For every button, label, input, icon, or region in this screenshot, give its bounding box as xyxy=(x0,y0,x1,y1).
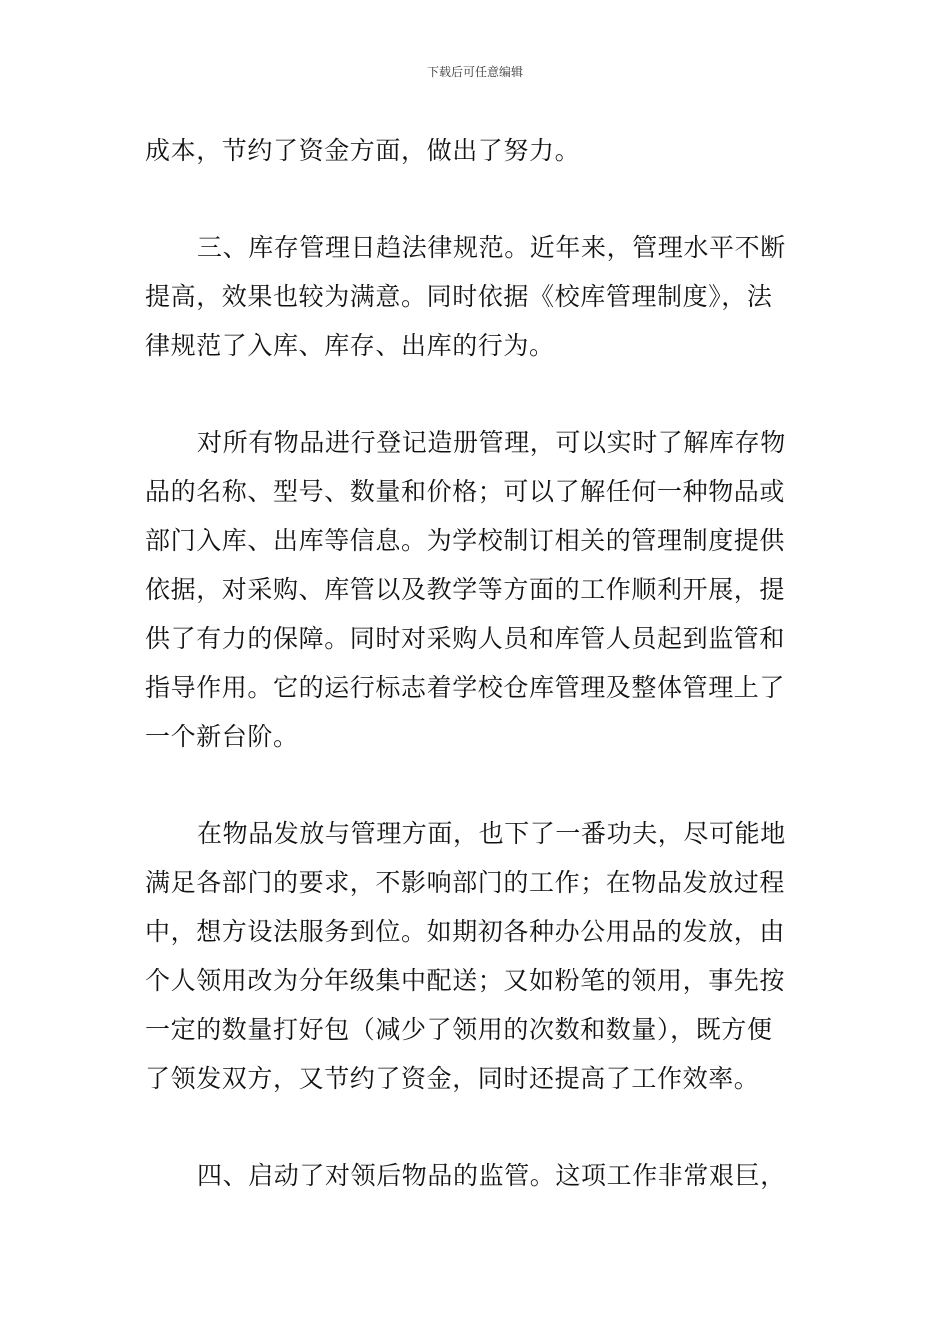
paragraph xyxy=(145,418,815,761)
text-line: 提高，效果也较为满意。同时依据《校库管理制度》，法 xyxy=(145,282,773,311)
text-line: 供了有力的保障。同时对采购人员和库管人员起到监管和 xyxy=(145,624,786,653)
paragraph-gap xyxy=(145,175,815,223)
text-line: 一个新台阶。 xyxy=(145,722,299,751)
text-line: 依据，对采购、库管以及教学等方面的工作顺利开展，提 xyxy=(145,575,786,604)
text-line: 个人领用改为分年级集中配送；又如粉笔的领用，事先按 xyxy=(145,966,786,995)
paragraph-gap xyxy=(145,1103,815,1151)
text-line: 律规范了入库、库存、出库的行为。 xyxy=(145,331,555,360)
text-line: 三、库存管理日趋法律规范。近年来，管理水平不断 xyxy=(197,233,786,262)
text-line: 部门入库、出库等信息。为学校制订相关的管理制度提供 xyxy=(145,526,786,555)
paragraph xyxy=(145,126,815,175)
paragraph xyxy=(145,1151,815,1200)
document-body xyxy=(145,126,815,1200)
text-line: 了领发双方，又节约了资金，同时还提高了工作效率。 xyxy=(145,1064,760,1093)
paragraph xyxy=(145,223,815,370)
text-line: 满足各部门的要求，不影响部门的工作；在物品发放过程 xyxy=(145,868,786,897)
paragraph-gap xyxy=(145,370,815,418)
text-line: 一定的数量打好包（减少了领用的次数和数量），既方便 xyxy=(145,1015,773,1044)
text-line: 品的名称、型号、数量和价格；可以了解任何一种物品或 xyxy=(145,477,786,506)
text-line: 指导作用。它的运行标志着学校仓库管理及整体管理上了 xyxy=(145,673,786,702)
text-line: 成本，节约了资金方面，做出了努力。 xyxy=(145,136,581,165)
text-line: 四、启动了对领后物品的监管。这项工作非常艰巨， xyxy=(197,1161,786,1190)
text-line: 对所有物品进行登记造册管理，可以实时了解库存物 xyxy=(197,428,786,457)
paragraph-gap xyxy=(145,761,815,809)
paragraph xyxy=(145,809,815,1103)
page-header: 下载后可任意编辑 xyxy=(426,65,523,79)
text-line: 在物品发放与管理方面，也下了一番功夫，尽可能地 xyxy=(197,819,786,848)
text-line: 中，想方设法服务到位。如期初各种办公用品的发放，由 xyxy=(145,917,786,946)
